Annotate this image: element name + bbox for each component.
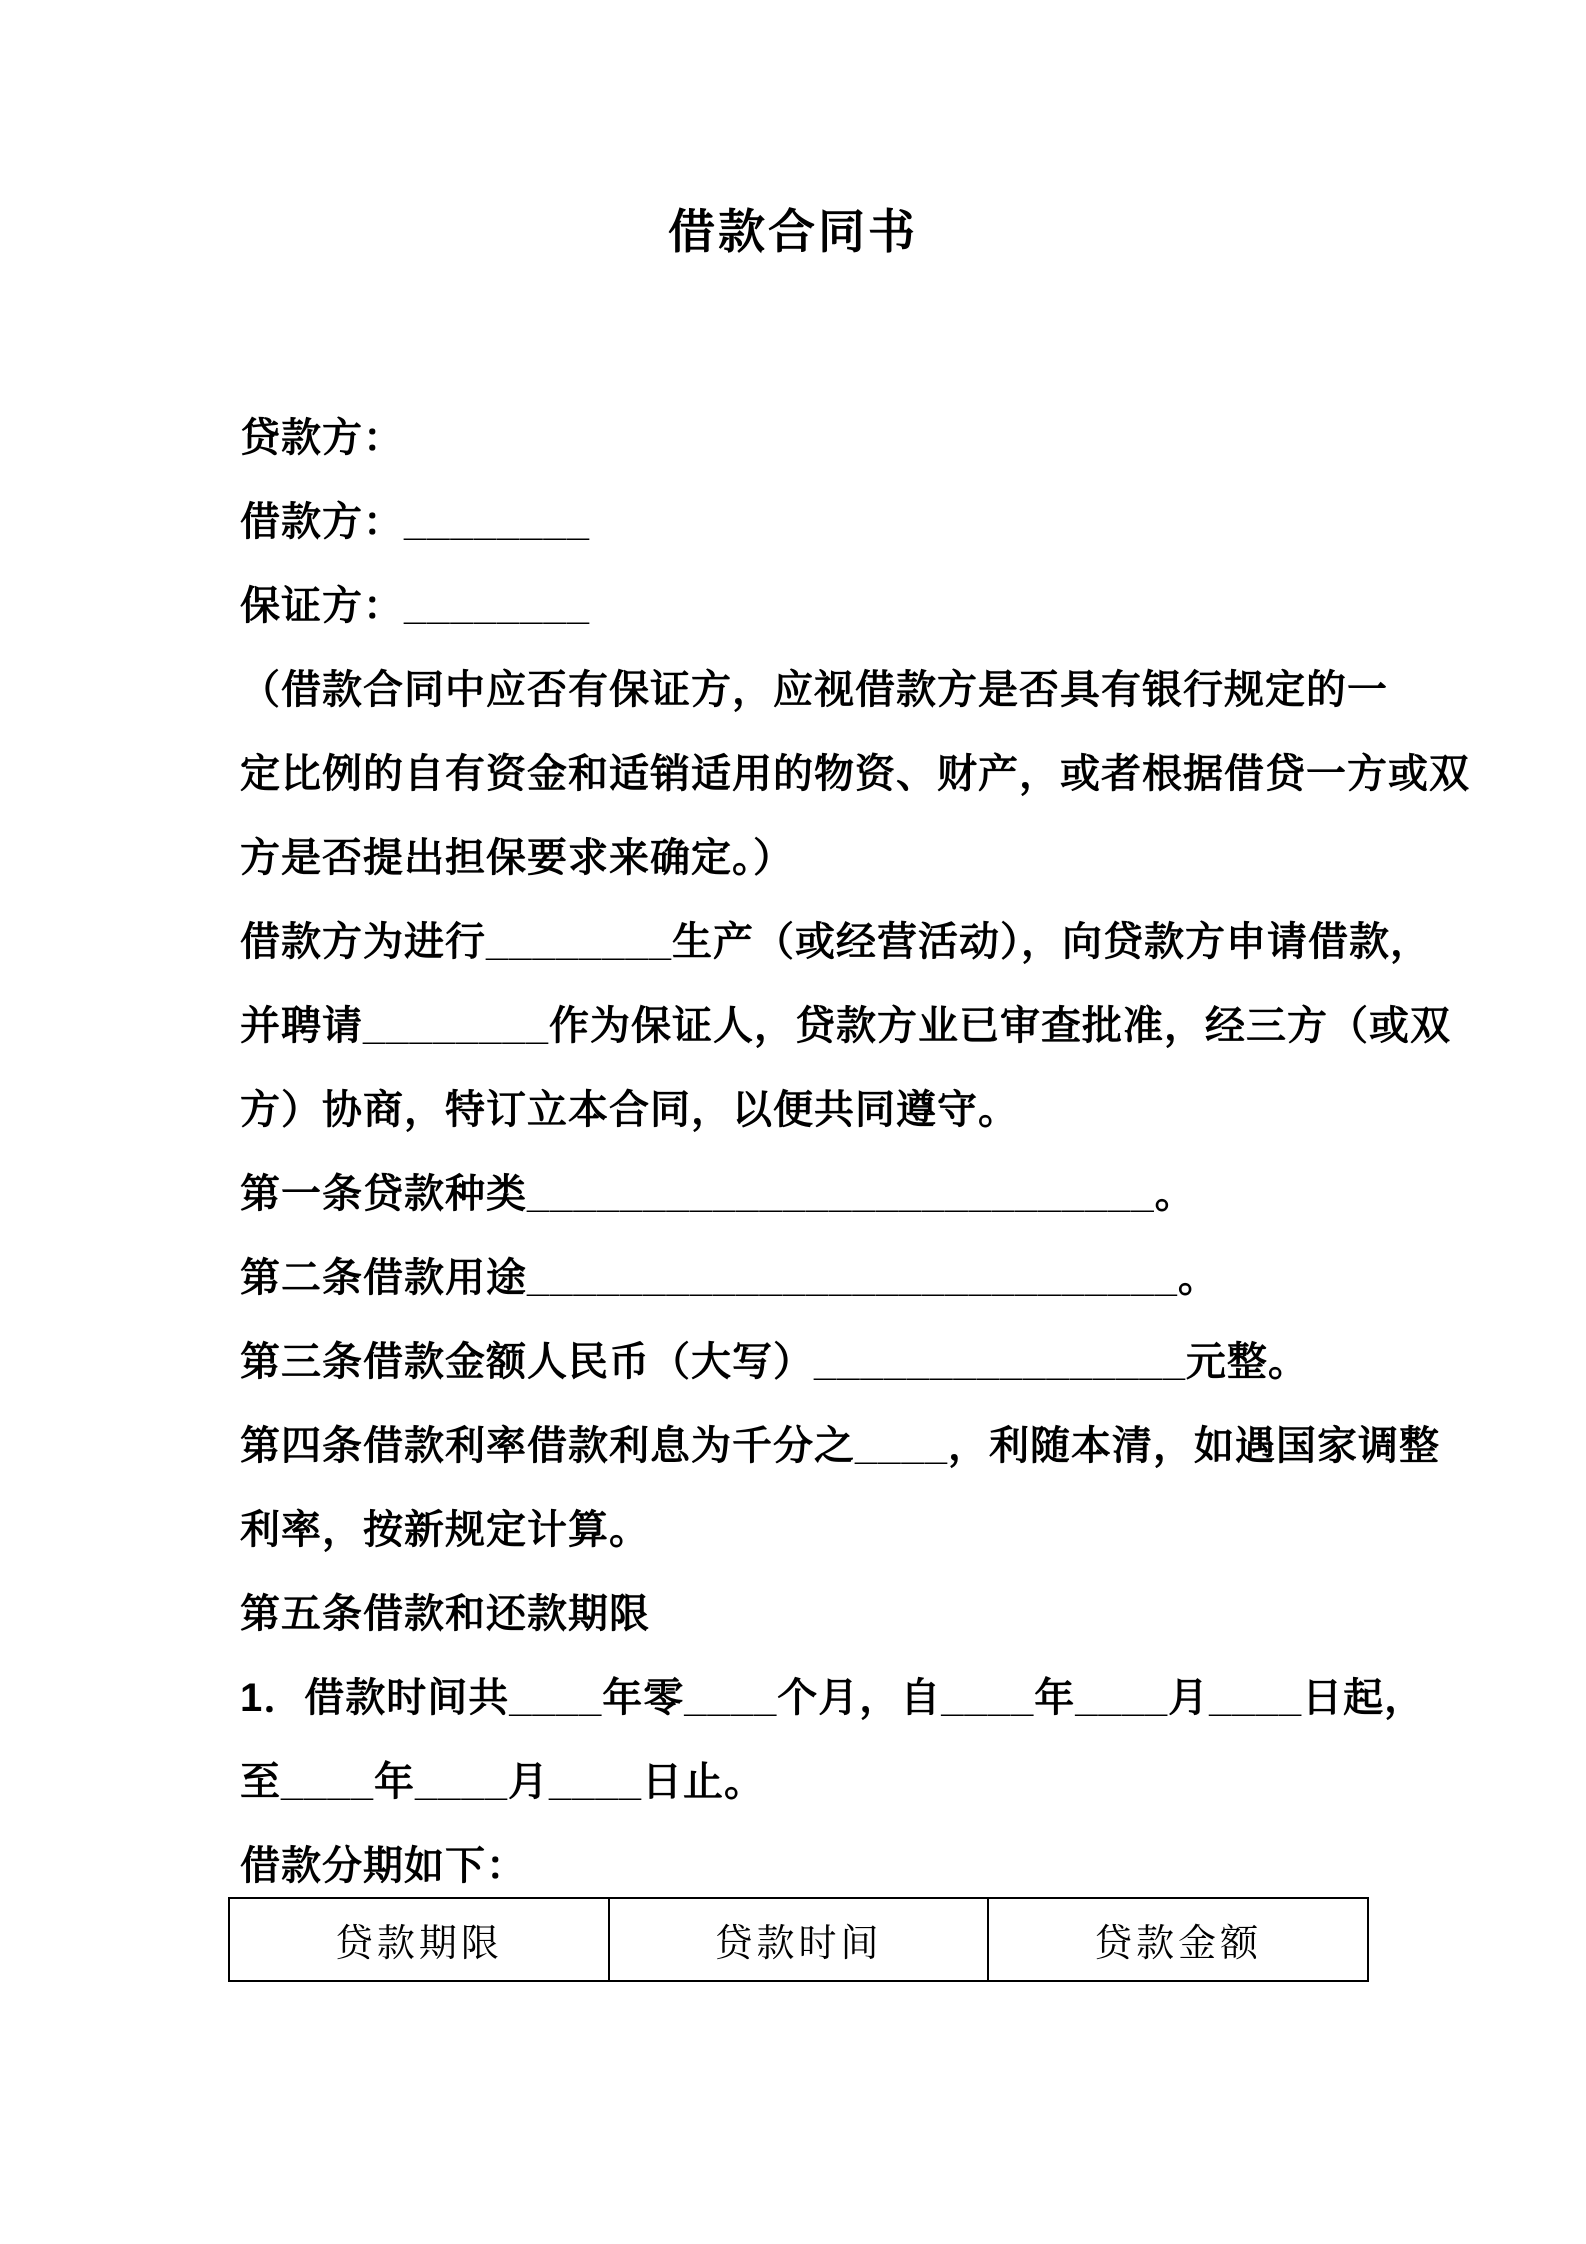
line-borrower: 借款方：________ xyxy=(240,500,590,544)
line-lender: 贷款方： xyxy=(240,416,404,460)
table-header-loan-time: 贷款时间 xyxy=(610,1899,990,1980)
document-body xyxy=(240,396,1470,1908)
doc-line: 定比例的自有资金和适销适用的物资、财产，或者根据借贷一方或双 xyxy=(240,752,1470,796)
line-article-2: 第二条借款用途____________________________。 xyxy=(240,1256,1219,1300)
doc-line: （借款合同中应否有保证方，应视借款方是否具有银行规定的一 xyxy=(240,668,1388,712)
doc-line: 利率，按新规定计算。 xyxy=(240,1508,650,1552)
doc-line: 方）协商，特订立本合同，以便共同遵守。 xyxy=(240,1088,1019,1132)
line-article-1: 第一条贷款种类___________________________。 xyxy=(240,1172,1196,1216)
doc-line: 至____年____月____日止。 xyxy=(240,1760,765,1804)
line-guarantor: 保证方：________ xyxy=(240,584,590,628)
document-title: 借款合同书 xyxy=(668,205,918,258)
doc-line: 借款方为进行________生产（或经营活动），向贷款方申请借款， xyxy=(240,920,1431,964)
doc-line: 方是否提出担保要求来确定。） xyxy=(240,836,794,880)
line-article-4: 第四条借款利率借款利息为千分之____，利随本清，如遇国家调整 xyxy=(240,1424,1440,1468)
line-loan-period-item: 1．借款时间共____年零____个月，自____年____月____日起， xyxy=(240,1676,1426,1720)
doc-line: 并聘请________作为保证人，贷款方业已审查批准，经三方（或双 xyxy=(240,1004,1451,1048)
line-article-5: 第五条借款和还款期限 xyxy=(240,1592,650,1636)
table-header-loan-period: 贷款期限 xyxy=(230,1899,610,1980)
table-header-loan-amount: 贷款金额 xyxy=(1094,1923,1263,1965)
line-installments-intro: 借款分期如下： xyxy=(240,1844,527,1888)
installment-table xyxy=(228,1897,1369,1982)
line-article-3: 第三条借款金额人民币（大写）________________元整。 xyxy=(240,1340,1309,1384)
